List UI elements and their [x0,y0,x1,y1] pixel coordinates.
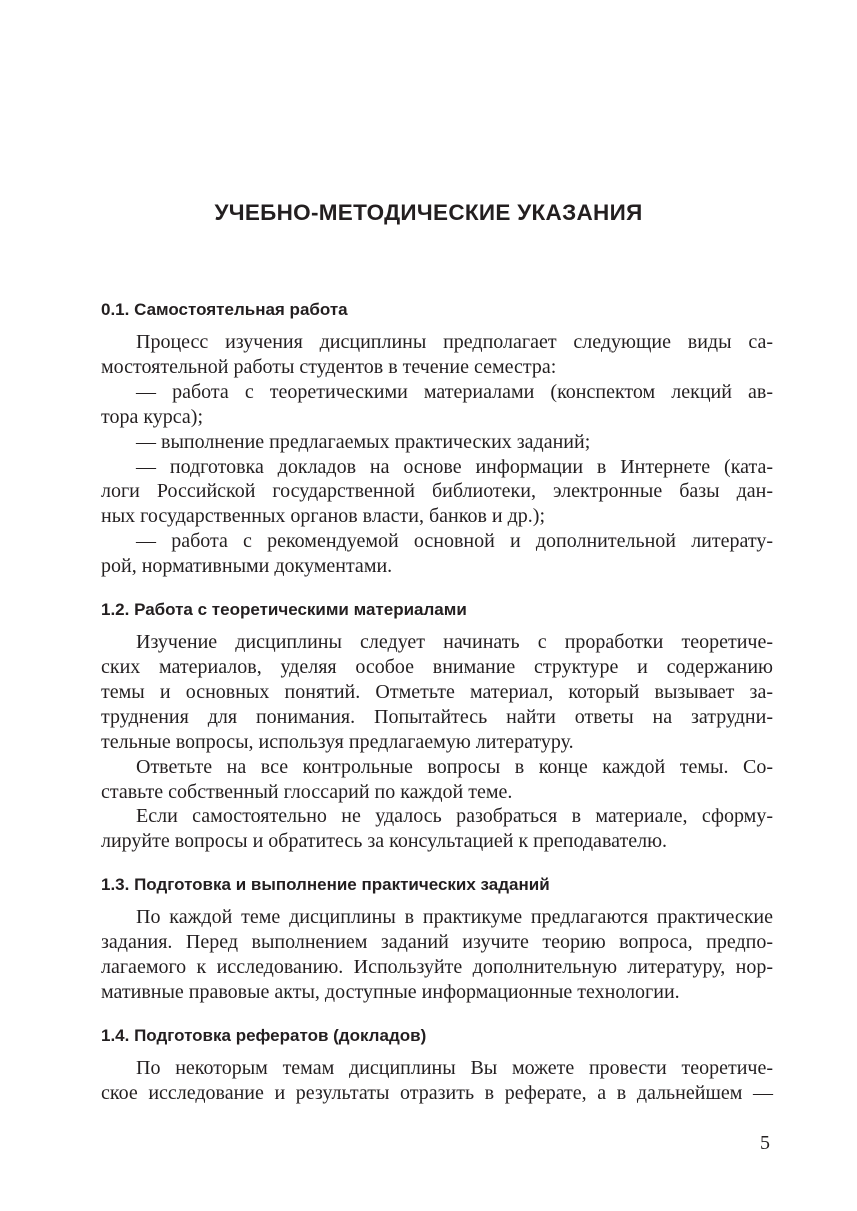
paragraph [101,905,773,1005]
text-line: тельные вопросы, используя предлагаемую литературу. [101,730,574,753]
text-line: — выполнение предлагаемых практических заданий; [136,430,591,453]
section [101,872,773,1005]
text-line: Процесс изучения дисциплины предполагает следующие виды са- [136,331,773,353]
text-line: По каждой теме дисциплины в практикуме предлагаются практические [136,906,773,929]
paragraph [101,755,773,805]
paragraph [101,529,773,579]
section-heading: 1.2. Работа с теоретическими материалами [101,600,467,620]
text-line: ставьте собственный глоссарий по каждой теме. [101,780,513,803]
text-line: — работа с теоретическими материалами (конспектом лекций ав- [136,380,773,403]
text-line: Если самостоятельно не удалось разобраться в материале, сформу- [136,805,773,828]
text-line: темы и основных понятий. Отметьте материал, который вызывает за- [101,680,773,703]
text-line: Изучение дисциплины следует начинать с проработки теоретиче- [136,631,773,654]
text-line: ское исследование и результаты отразить в реферате, а в дальнейшем — [101,1081,773,1104]
section [101,1023,773,1106]
text-line: лируйте вопросы и обратитесь за консультацией к преподавателю. [101,830,668,853]
document-body [101,297,773,1106]
text-line: тора курса); [101,405,204,428]
text-line: мостоятельной работы студентов в течение семестра: [101,355,557,378]
section [101,597,773,854]
text-line: лагаемого к исследованию. Используйте дополнительную литературу, нор- [101,956,773,979]
text-line: — подготовка докладов на основе информации в Интернете (ката- [136,455,773,478]
text-line: труднения для понимания. Попытайтесь найти ответы на затрудни- [101,705,773,728]
section-heading: 1.4. Подготовка рефератов (докладов) [101,1025,427,1045]
section-heading: 0.1. Самостоятельная работа [101,300,348,319]
text-line: Ответьте на все контрольные вопросы в конце каждой темы. Со- [136,755,773,778]
paragraph [101,804,773,854]
page-number: 5 [760,1132,770,1154]
text-line: По некоторым темам дисциплины Вы можете провести теоретиче- [136,1056,773,1079]
text-line: задания. Перед выполнением заданий изучите теорию вопроса, предпо- [101,931,773,954]
paragraph [101,1056,773,1106]
paragraph [101,430,773,455]
paragraph [101,380,773,430]
paragraph [101,630,773,755]
page-title: УЧЕБНО-МЕТОДИЧЕСКИЕ УКАЗАНИЯ [214,200,643,225]
section [101,297,773,579]
text-line: ских материалов, уделяя особое внимание структуре и содержанию [101,655,773,678]
text-line: мативные правовые акты, доступные информационные технологии. [101,980,680,1003]
text-line: логи Российской государственной библиотеки, электронные базы дан- [101,480,773,503]
paragraph [101,330,773,380]
section-heading: 1.3. Подготовка и выполнение практических заданий [101,875,550,895]
text-line: рой, нормативными документами. [101,555,393,578]
paragraph [101,455,773,530]
text-line: — работа с рекомендуемой основной и дополнительной литерату- [136,530,773,553]
text-line: ных государственных органов власти, банков и др.); [101,505,545,528]
